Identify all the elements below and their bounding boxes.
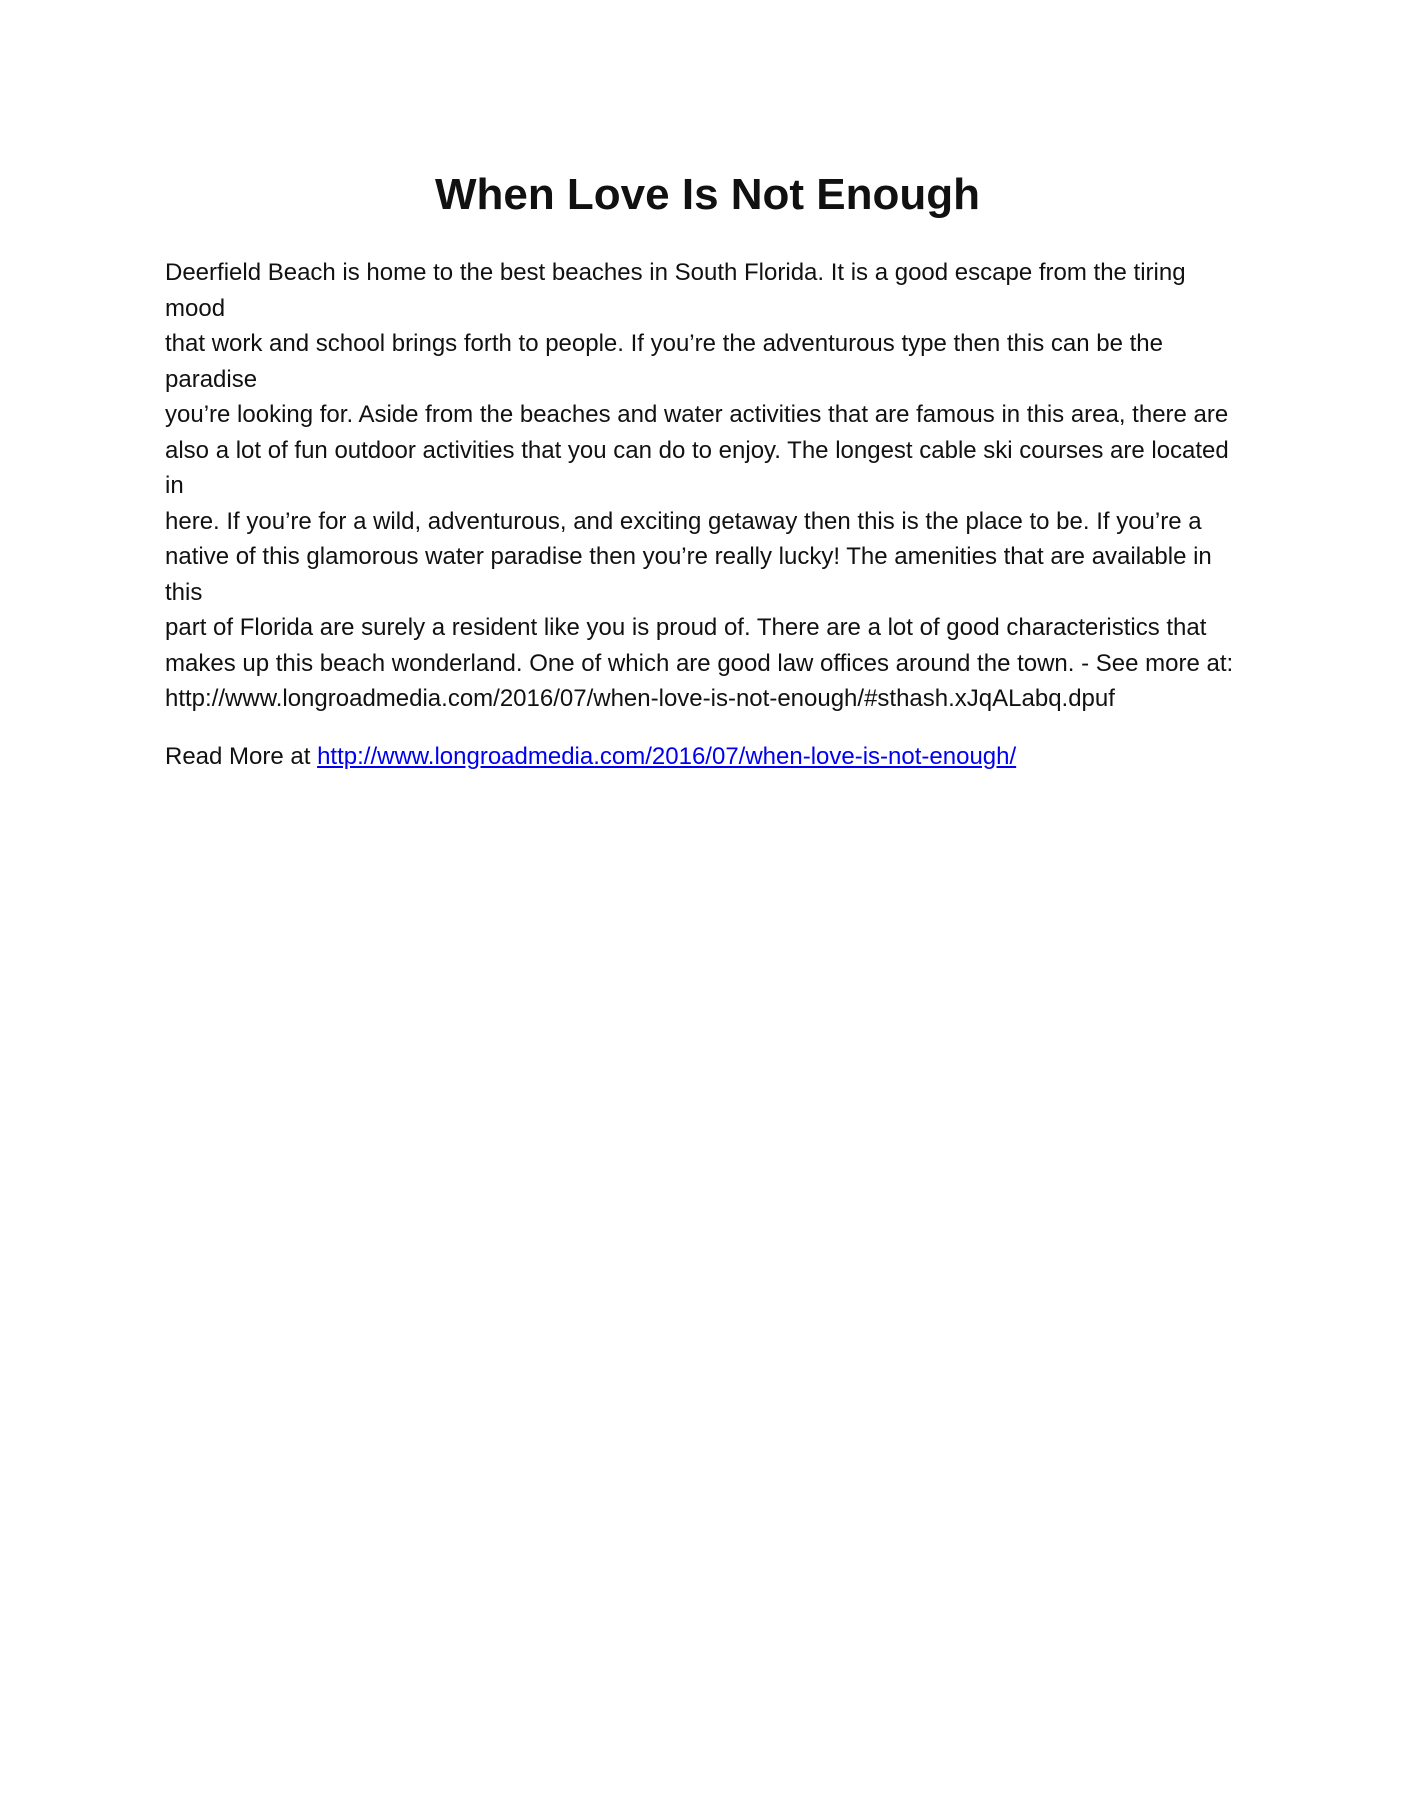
read-more-label: Read More at xyxy=(165,742,318,770)
paragraph-line: native of this glamorous water paradise then you’re really lucky! The amenities that are available in this xyxy=(165,543,1212,606)
paragraph-line: http://www.longroadmedia.com/2016/07/when-love-is-not-enough/#sthash.xJqALabq.dpuf xyxy=(165,685,1115,712)
paragraph-line: that work and school brings forth to people. If you’re the adventurous type then this can be the paradise xyxy=(165,330,1163,393)
document-title: When Love Is Not Enough xyxy=(434,170,981,219)
paragraph-line: part of Florida are surely a resident like you is proud of. There are a lot of good characteristics that xyxy=(165,614,1207,641)
paragraph-line: Deerfield Beach is home to the best beaches in South Florida. It is a good escape from the tiring mood xyxy=(165,259,1186,322)
paragraph-line: makes up this beach wonderland. One of which are good law offices around the town. - See more at: xyxy=(165,649,1234,677)
paragraph-line: also a lot of fun outdoor activities that you can do to enjoy. The longest cable ski courses are located in xyxy=(165,436,1229,499)
paragraph-line: here. If you’re for a wild, adventurous, and exciting getaway then this is the place to be. If you’re a xyxy=(165,507,1202,535)
body-paragraph xyxy=(165,255,1250,717)
document-content xyxy=(165,165,1250,774)
read-more-link[interactable]: http://www.longroadmedia.com/2016/07/when-love-is-not-enough/ xyxy=(317,742,1017,770)
paragraph-line: you’re looking for. Aside from the beaches and water activities that are famous in this area, there are xyxy=(165,401,1229,428)
read-more-line xyxy=(165,739,1250,775)
